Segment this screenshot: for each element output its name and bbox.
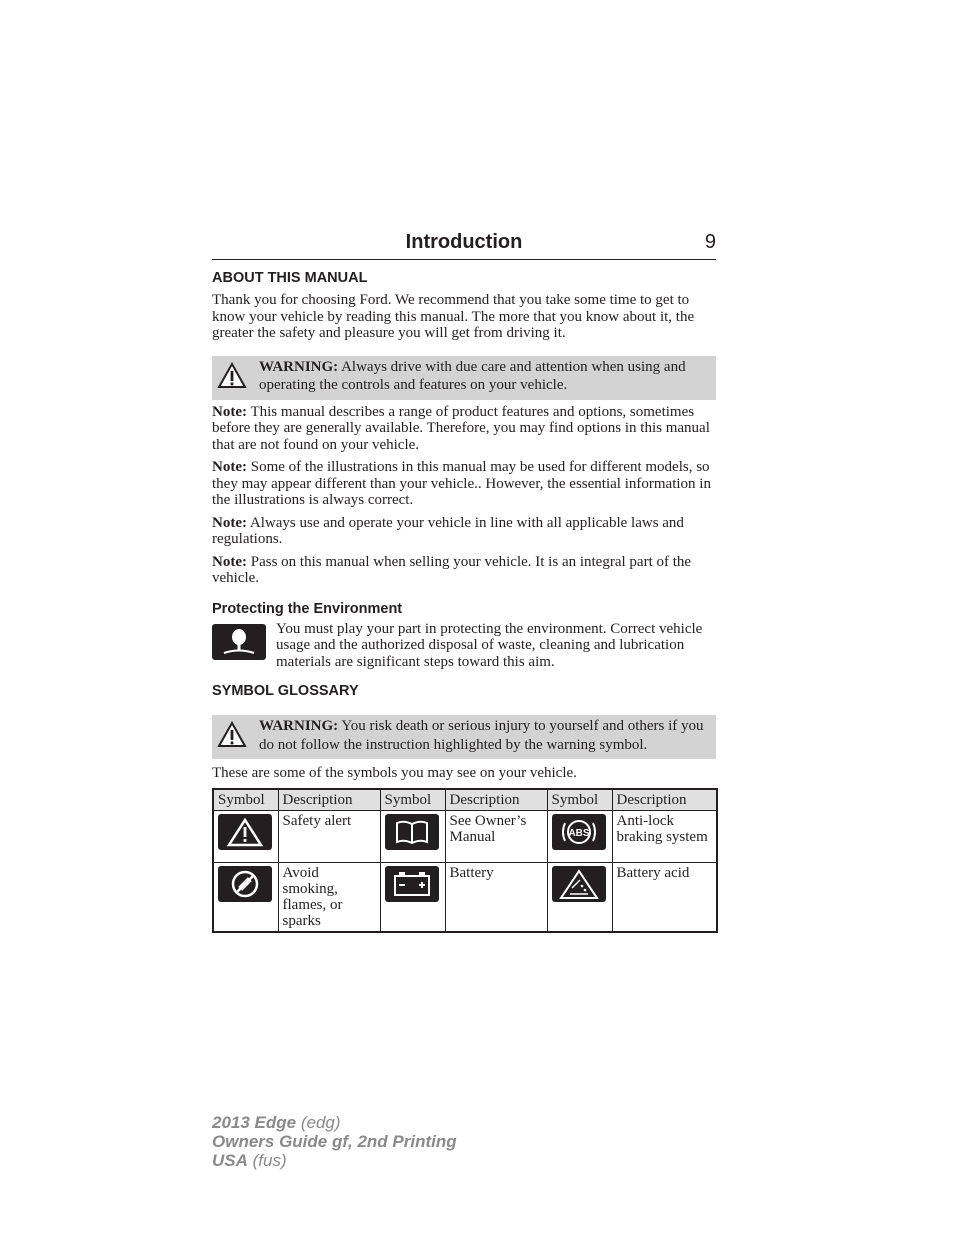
note-text: Always use and operate your vehicle in line with all applicable laws and regulations. — [212, 514, 684, 547]
symbol-cell — [380, 862, 445, 932]
description-cell: See Owner’s Manual — [445, 810, 547, 862]
page-number: 9 — [704, 231, 716, 253]
note-1 — [212, 404, 716, 454]
note-label: Note: — [212, 403, 247, 420]
environment-tree-icon — [212, 624, 266, 665]
safety-alert-icon — [218, 838, 272, 854]
table-row — [213, 862, 717, 932]
note-label: Note: — [212, 459, 247, 475]
symbol-cell — [213, 862, 278, 932]
glossary-intro: These are some of the symbols you may see on your vehicle. — [212, 765, 577, 781]
symbol-cell — [547, 810, 612, 862]
column-header: Description — [278, 789, 380, 811]
column-header: Symbol — [213, 789, 278, 811]
description-cell: Battery — [445, 862, 547, 932]
note-label: Note: — [212, 553, 247, 570]
warning-triangle-icon — [217, 721, 247, 753]
column-header: Description — [445, 789, 547, 811]
footer-line-1: 2013 Edge (edg) — [212, 1113, 341, 1132]
glossary-heading: SYMBOL GLOSSARY — [212, 683, 359, 699]
note-text: Some of the illustrations in this manual may be used for different models, so they may appear different than your vehicle.. However, the essential information in the illustrations is always correct. — [212, 459, 711, 508]
abs-icon — [552, 827, 606, 854]
column-header: Symbol — [380, 789, 445, 811]
warning-triangle-icon — [217, 362, 247, 394]
footer-line-2: Owners Guide gf, 2nd Printing — [212, 1132, 457, 1151]
battery-acid-icon — [552, 890, 606, 906]
about-intro: Thank you for choosing Ford. We recommend that you take some time to get to know your vehicle by reading this manual. The more that you know about it, the greater the safety and pleasure you will get from driving it. — [212, 292, 695, 341]
environment-section — [212, 621, 716, 671]
battery-icon — [385, 890, 439, 906]
description-cell: Battery acid — [612, 862, 717, 932]
footer-line-3: USA (fus) — [212, 1151, 287, 1170]
about-heading: ABOUT THIS MANUAL — [212, 270, 368, 286]
page-content — [212, 229, 716, 933]
about-warning-box — [212, 356, 716, 400]
table-row — [213, 810, 717, 862]
owners-manual-icon — [385, 838, 439, 854]
table-header-row — [213, 789, 717, 811]
warning-text: Always drive with due care and attention when using and operating the controls and features on your vehicle. — [259, 358, 686, 393]
glossary-warning-box — [212, 715, 716, 759]
environment-heading: Protecting the Environment — [212, 600, 403, 617]
note-4 — [212, 554, 716, 587]
symbol-cell — [547, 862, 612, 932]
column-header: Description — [612, 789, 717, 811]
description-cell: Safety alert — [278, 810, 380, 862]
symbol-cell — [213, 810, 278, 862]
svg-text:ABS: ABS — [567, 827, 590, 839]
note-2 — [212, 459, 716, 509]
page-footer — [212, 1113, 457, 1170]
note-text: This manual describes a range of product features and options, sometimes before they are generally available. Therefore, you may find options in this manual that are not found on your vehicle. — [212, 403, 710, 453]
description-cell: Anti-lock braking system — [612, 810, 717, 862]
column-header: Symbol — [547, 789, 612, 811]
symbol-glossary-table — [212, 788, 718, 934]
environment-text: You must play your part in protecting the environment. Correct vehicle usage and the authorized disposal of waste, cleaning and lubrication materials are significant steps toward this aim. — [276, 620, 703, 670]
page-header — [212, 229, 716, 260]
no-smoking-icon — [218, 890, 272, 906]
note-label: Note: — [212, 514, 247, 531]
warning-label: WARNING: — [259, 358, 339, 375]
warning-text: You risk death or serious injury to yourself and others if you do not follow the instruction highlighted by the warning symbol. — [259, 718, 704, 753]
note-3 — [212, 515, 716, 548]
note-text: Pass on this manual when selling your vehicle. It is an integral part of the vehicle. — [212, 553, 692, 586]
warning-label: WARNING: — [259, 718, 339, 734]
page-title: Introduction — [405, 231, 523, 253]
description-cell: Avoid smoking, flames, or sparks — [278, 862, 380, 932]
symbol-cell — [380, 810, 445, 862]
